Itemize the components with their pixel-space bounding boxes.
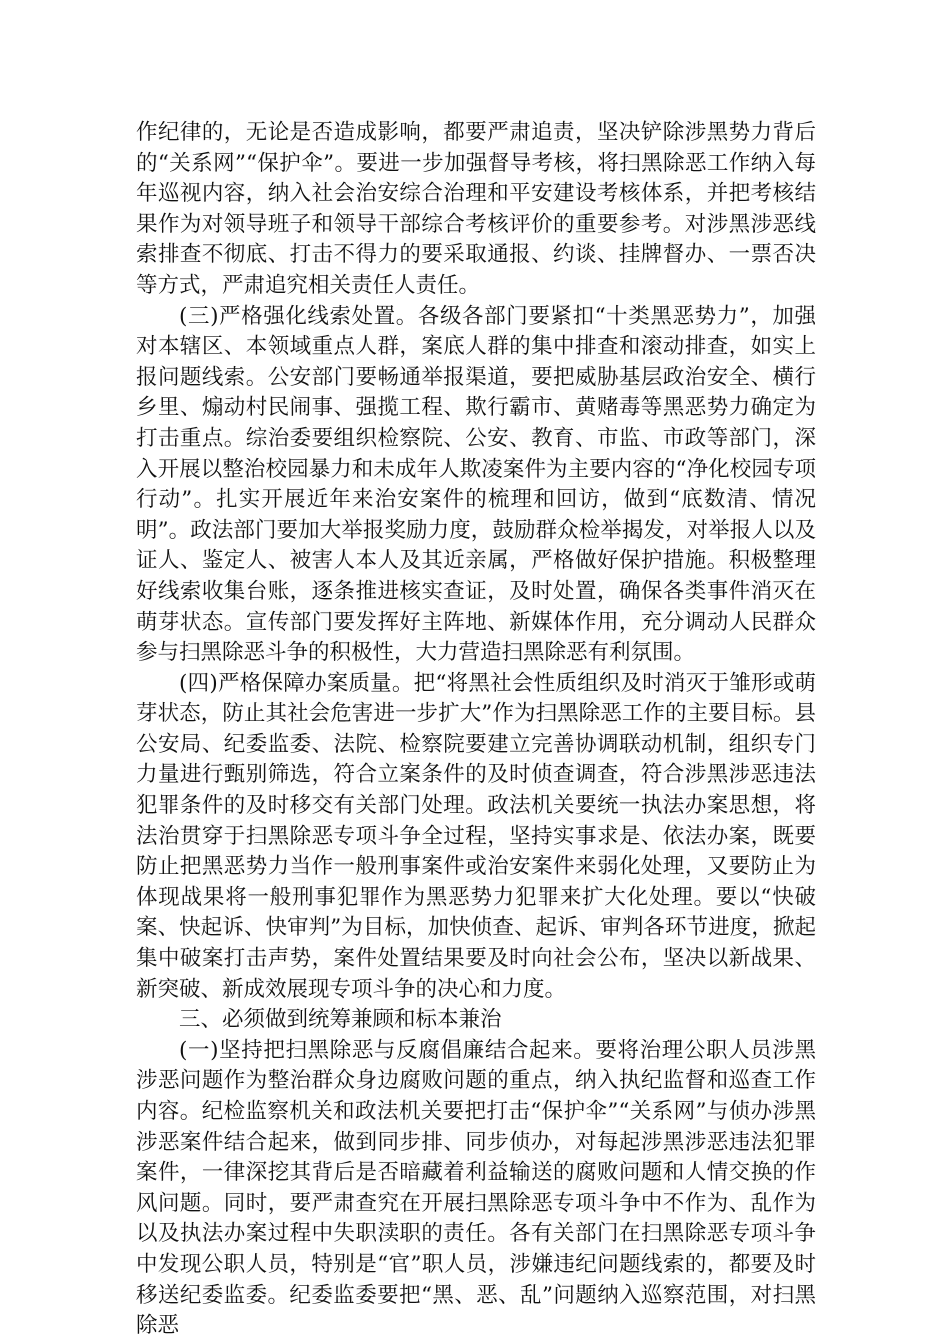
paragraph-case-quality: (四)严格保障办案质量。把“将黑社会性质组织及时消灭于雏形或萌芽状态，防止其社会危害进一步扩大”作为扫黑除恶工作的主要目标。县公安局、纪委监委、法院、检察院要建立完善协调联动机制，组织专门力量进行甄别筛选，符合立案条件的及时侦查调查，符合涉黑涉恶违法犯罪条件的及时移交有关部门处理。政法机关要统一执法办案思想，将法治贯穿于扫黑除恶专项斗争全过程，坚持实事求是、依法办案，既要防止把黑恶势力当作一般刑事案件或治安案件来弱化处理，又要防止为体现战果将一般刑事犯罪作为黑恶势力犯罪来扩大化处理。要以“快破案、快起诉、快审判”为目标，加快侦查、起诉、审判各环节进度，掀起集中破案打击声势，案件处置结果要及时向社会公布，坚决以新战果、新突破、新成效展现专项斗争的决心和力度。 — [136, 670, 816, 1002]
paragraph-anti-corruption: (一)坚持把扫黑除恶与反腐倡廉结合起来。要将治理公职人员涉黑涉恶问题作为整治群众身边腐败问题的重点，纳入执纪监督和巡查工作内容。纪检监察机关和政法机关要把打击“保护伞”“关系网”与侦办涉黑涉恶案件结合起来，做到同步排、同步侦办，对每起涉黑涉恶违法犯罪案件，一律深挖其背后是否暗藏着利益输送的腐败问题和人情交换的作风问题。同时，要严肃查究在开展扫黑除恶专项斗争中不作为、乱作为以及执法办案过程中失职渎职的责任。各有关部门在扫黑除恶专项斗争中发现公职人员，特别是“官”职人员，涉嫌违纪问题线索的，都要及时移送纪委监委。纪委监委要把“黑、恶、乱”问题纳入巡察范围，对扫黑除恶 — [136, 1037, 816, 1339]
section-heading: 三、必须做到统筹兼顾和标本兼治 — [179, 1007, 502, 1033]
document-page — [136, 118, 816, 1342]
paragraph-clue-handling: (三)严格强化线索处置。各级各部门要紧扣“十类黑恶势力”，加强对本辖区、本领域重点人群，案底人群的集中排查和滚动排查，如实上报问题线索。公安部门要畅通举报渠道，要把威胁基层政治安全、横行乡里、煽动村民闹事、强揽工程、欺行霸市、黄赌毒等黑恶势力确定为打击重点。综治委要组织检察院、公安、教育、市监、市政等部门，深入开展以整治校园暴力和未成年人欺凌案件为主要内容的“净化校园专项行动”。扎实开展近年来治安案件的梳理和回访，做到“底数清、情况明”。政法部门要加大举报奖励力度，鼓励群众检举揭发，对举报人以及证人、鉴定人、被害人本人及其近亲属，严格做好保护措施。积极整理好线索收集台账，逐条推进核实查证，及时处置，确保各类事件消灭在萌芽状态。宣传部门要发挥好主阵地、新媒体作用，充分调动人民群众参与扫黑除恶斗争的积极性，大力营造扫黑除恶有利氛围。 — [136, 303, 816, 666]
paragraph-continuation: 作纪律的，无论是否造成影响，都要严肃追责，坚决铲除涉黑势力背后的“关系网”“保护伞”。要进一步加强督导考核，将扫黑除恶工作纳入每年巡视内容，纳入社会治安综合治理和平安建设考核体系，并把考核结果作为对领导班子和领导干部综合考核评价的重要参考。对涉黑涉恶线索排查不彻底、打击不得力的要采取通报、约谈、挂牌督办、一票否决等方式，严肃追究相关责任人责任。 — [136, 120, 816, 298]
